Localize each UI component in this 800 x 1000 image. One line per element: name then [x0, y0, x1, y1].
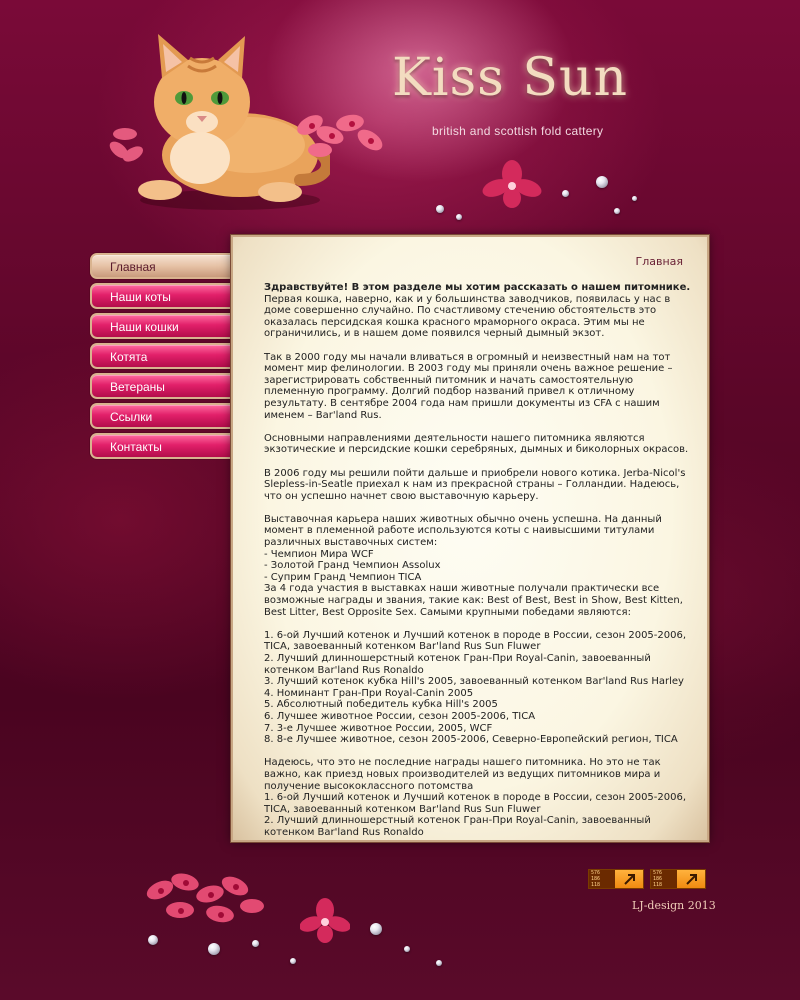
pearl-icon	[456, 214, 462, 220]
nav-item-our-females[interactable]: Наши кошки	[90, 313, 232, 339]
list-item: 6. Лучшее животное России, сезон 2005-2006, TICA	[264, 710, 536, 722]
pearl-icon	[596, 176, 608, 188]
counter-badge[interactable]	[650, 869, 706, 889]
article-paragraph: Первая кошка, наверно, как и у большинства заводчиков, появилась у нас в доме совершенно случайно. По счастливому стечению обстоятельств это оказалась персидская кошка красного мраморного окраса. Этим мы не ограничились, и в нашем доме появился черный дымный экзот.	[264, 293, 671, 340]
article-paragraph: Надеюсь, что это не последние награды нашего питомника. Но это не так важно, как приезд новых производителей из ведущих питомников мира и получение высококлассного потомства	[264, 757, 661, 792]
orchid-flower-icon	[300, 898, 350, 948]
pearl-icon	[370, 923, 382, 935]
content-panel	[231, 235, 709, 842]
list-item: - Чемпион Мира WCF	[264, 548, 374, 560]
pearl-icon	[252, 940, 259, 947]
nav-item-veterans[interactable]: Ветераны	[90, 373, 232, 399]
arrow-icon	[623, 872, 637, 886]
list-item: 4. Номинант Гран-При Royal-Canin 2005	[264, 687, 474, 699]
list-item: 1. 6-ой Лучший котенок и Лучший котенок в породе в России, сезон 2005-2006, TICA, завоеванный котенком Bar'land Rus Sun Fluwer	[264, 792, 687, 815]
list-item: 2. Лучший длинношерстный котенок Гран-При Royal-Canin, завоеванный котенком Bar'land Rus Ronaldo	[264, 653, 651, 676]
article-paragraph: Выставочная карьера наших животных обычно очень успешна. На данный момент в племенной работе используются коты с наивысшими титулами различных выставочных систем:	[264, 513, 662, 549]
pearl-icon	[148, 935, 158, 945]
arrow-icon	[685, 872, 699, 886]
nav-item-kittens[interactable]: Котята	[90, 343, 232, 369]
orchid-flower-icon	[290, 95, 400, 175]
orchid-flower-icon	[482, 160, 542, 210]
article	[264, 282, 692, 850]
pearl-icon	[632, 196, 637, 201]
list-item: - Золотой Гранд Чемпион Assolux	[264, 560, 441, 572]
list-item: 5. Абсолютный победитель кубка Hill's 2005	[264, 699, 498, 711]
main-navigation	[90, 253, 232, 463]
list-item: 2. Лучший длинношерстный котенок Гран-При Royal-Canin, завоеванный котенком Bar'land Rus Ronaldo	[264, 815, 651, 838]
counter-badge[interactable]	[588, 869, 644, 889]
site-tagline: british and scottish fold cattery	[432, 124, 604, 138]
list-item: - Суприм Гранд Чемпион TICA	[264, 571, 422, 583]
site-logo: Kiss Sun	[392, 48, 628, 108]
copyright-text: LJ-design 2013	[632, 899, 716, 912]
orchid-flower-icon	[140, 860, 270, 935]
list-item: 8. 8-е Лучшее животное, сезон 2005-2006, Северно-Европейский регион, TICA	[264, 734, 678, 746]
article-lead: Здравствуйте! В этом разделе мы хотим рассказать о нашем питомнике.	[264, 282, 691, 293]
nav-item-links[interactable]: Ссылки	[90, 403, 232, 429]
orchid-flower-icon	[105, 120, 145, 170]
pearl-icon	[436, 205, 444, 213]
list-item: 7. 3-е Лучшее животное России, 2005, WCF	[264, 722, 493, 734]
article-paragraph: В 2006 году мы решили пойти дальше и приобрели нового котика. Jerba-Nicol's Slepless-in-Seatle приехал к нам из прекрасной страны – Голландии. Надеюсь, что он успешно начнет свою выставочную карьеру.	[264, 467, 686, 502]
article-paragraph: Основными направлениями деятельности нашего питомника являются экзотические и персидские кошки серебряных, дымных и биколорных окрасов.	[264, 432, 689, 456]
article-paragraph: Так в 2000 году мы начали вливаться в огромный и неизвестный нам на тот момент мир фелинологии. В 2003 году мы приняли очень важное решение – зарегистрировать собственный питомник и начать самостоятельную племенную программу. Долгий подбор названий привел к отличному результату. В сентябре 2004 года нам пришли документы из CFA с нашим именем – Bar'land Rus.	[264, 351, 673, 421]
article-paragraph: За 4 года участия в выставках наши животные получали практически все возможные награды и звания, такие как: Best of Best, Best in Show, Best Kitten, Best Litter, Best Opposite Sex. Самыми крупными победами являются:	[264, 583, 683, 618]
pearl-icon	[614, 208, 620, 214]
nav-item-contacts[interactable]: Контакты	[90, 433, 232, 459]
nav-item-our-males[interactable]: Наши коты	[90, 283, 232, 309]
list-item: 3. Лучший котенок кубка Hill's 2005, завоеванный котенком Bar'land Rus Harley	[264, 676, 684, 688]
pearl-icon	[290, 958, 296, 964]
pearl-icon	[562, 190, 569, 197]
pearl-icon	[208, 943, 220, 955]
counter-value: 576 186 118	[589, 870, 615, 888]
nav-item-home[interactable]: Главная	[90, 253, 232, 279]
counter-value: 576 186 118	[651, 870, 677, 888]
pearl-icon	[436, 960, 442, 966]
breadcrumb: Главная	[635, 255, 683, 268]
pearl-icon	[404, 946, 410, 952]
list-item: 1. 6-ой Лучший котенок и Лучший котенок в породе в России, сезон 2005-2006, TICA, завоеванный котенком Bar'land Rus Sun Fluwer	[264, 629, 687, 653]
